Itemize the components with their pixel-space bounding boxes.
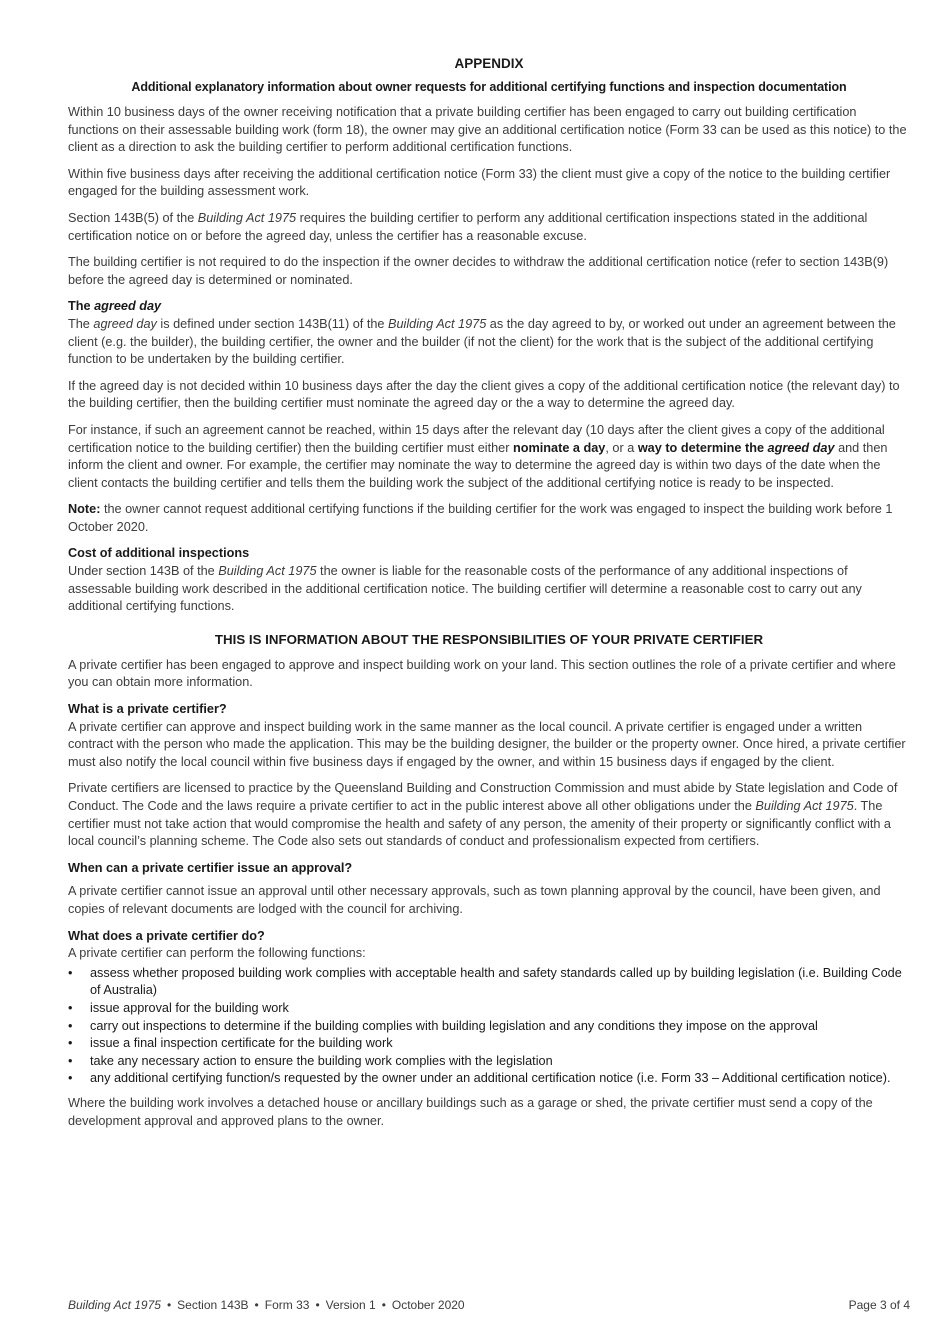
paragraph-note: Note: the owner cannot request additional certifying functions if the building certifier for the work was engaged to inspect the building work before 1 October 2020. <box>68 502 893 534</box>
paragraph-withdraw: The building certifier is not required to do the inspection if the owner decides to withdraw the additional certification notice (refer to section 143B(9) before the agreed day is determined or nominated. <box>68 255 889 287</box>
paragraph-closing: Where the building work involves a detached house or ancillary buildings such as a garage or shed, the private certifier must send a copy of the development approval and approved plans to the owner. <box>68 1095 873 1128</box>
paragraph-agreed-day-not-decided: If the agreed day is not decided within 10 business days after the day the client gives a copy of the additional certification notice (the relevant day) to the building certifier, then the building certifier must nominate the agreed day or the a way to determine the agreed day. <box>68 378 900 411</box>
list-item: • assess whether proposed building work complies with acceptable health and safety standards called up by building legislation (i.e. Building Code of Australia) <box>68 965 910 1000</box>
paragraph-what-is-2: Private certifiers are licensed to practice by the Queensland Building and Construction Commission and must abide by State legislation and Code of Conduct. The Code and the laws require a private certifier to act in the public interest above all other obligations under the Building Act 1975. The certifier must not take action that would compromise the health and safety of any person, the amenity of their property or significantly conflict with a local council’s planning scheme. The Code also sets out standards of conduct and professionalism expected from certifiers. <box>68 781 898 849</box>
heading-when: When can a private certifier issue an approval? <box>68 860 353 875</box>
page-number: Page 3 of 4 <box>848 1298 910 1312</box>
paragraph-functions-intro: A private certifier can perform the following functions: <box>68 946 366 961</box>
paragraph-when: A private certifier cannot issue an approval until other necessary approvals, such as town planning approval by the council, have been given, and copies of relevant documents are lodged with the council for archiving. <box>68 884 881 916</box>
functions-list <box>68 965 910 1088</box>
paragraph-notification: Within 10 business days of the owner receiving notification that a private building certifier has been engaged to carry out building certification functions on their assessable building work (form 18), the owner may give an additional certification notice (Form 33 can be used as this notice) to the client as a direction to ask the building certifier to perform additional certification functions. <box>68 105 907 155</box>
paragraph-for-instance: For instance, if such an agreement cannot be reached, within 15 days after the relevant day (10 days after the client gives a copy of the additional certification notice to the building certifier) then the building certifier must either nominate a day, or a way to determine the agreed day and then inform the client and owner. For example, the certifier may nominate the way to determine the agreed day is within two days of the date when the client contacts the building certifier and tells them the building work the subject of the additional certifying notice is ready to be inspected. <box>68 422 888 490</box>
section-title-responsibilities: THIS IS INFORMATION ABOUT THE RESPONSIBILITIES OF YOUR PRIVATE CERTIFIER <box>214 631 764 647</box>
page-subtitle: Additional explanatory information about owner requests for additional certifying functions and inspection documentation <box>131 80 847 94</box>
paragraph-agreed-day-definition: The agreed day is defined under section 143B(11) of the Building Act 1975 as the day agreed to by, or worked out under an agreement between the client (e.g. the builder), the building certifier, the owner and the builder (if not the client) for the work that is the subject of the additional certifying function to be undertaken by the building certifier. <box>68 316 896 367</box>
list-item: • issue a final inspection certificate for the building work <box>68 1035 910 1053</box>
paragraph-five-days: Within five business days after receiving the additional certification notice (Form 33) the client must give a copy of the notice to the building certifier engaged for the building assessment work. <box>68 166 891 199</box>
heading-what-does: What does a private certifier do? <box>68 928 265 943</box>
heading-what-is: What is a private certifier? <box>68 702 227 717</box>
page-footer <box>68 1298 910 1312</box>
paragraph-responsibilities-intro: A private certifier has been engaged to approve and inspect building work on your land. This section outlines the role of a private certifier and where you can obtain more information. <box>68 657 896 690</box>
page-title: APPENDIX <box>454 56 524 71</box>
list-item: • take any necessary action to ensure the building work complies with the legislation <box>68 1053 910 1071</box>
list-item: • issue approval for the building work <box>68 1000 910 1018</box>
list-item: • any additional certifying function/s requested by the owner under an additional certification notice (i.e. Form 33 – Additional certification notice). <box>68 1070 910 1088</box>
heading-agreed-day: The agreed day <box>68 299 162 314</box>
paragraph-cost: Under section 143B of the Building Act 1975 the owner is liable for the reasonable costs of the performance of any additional inspections of assessable building work described in the additional certification notice. The building certifier will determine a reasonable cost to carry out any additional certifying functions. <box>68 564 862 614</box>
heading-cost: Cost of additional inspections <box>68 546 250 561</box>
paragraph-what-is-1: A private certifier can approve and inspect building work in the same manner as the local council. A private certifier is engaged under a written contract with the person who made the application. This may be the building designer, the builder or the property owner. Once hired, a private certifier must also notify the local council within five business days if engaged by the owner, and within 15 business days if engaged by the client. <box>68 719 906 769</box>
footer-reference: Building Act 1975 • Section 143B • Form 33 • Version 1 • October 2020 <box>68 1298 465 1312</box>
paragraph-section-143b5: Section 143B(5) of the Building Act 1975 requires the building certifier to perform any additional certification inspections stated in the additional certification notice on or before the agreed day, unless the certifier has a reasonable excuse. <box>68 210 868 243</box>
list-item: • carry out inspections to determine if the building complies with building legislation and any conditions they impose on the approval <box>68 1018 910 1036</box>
page-content <box>68 56 910 1139</box>
